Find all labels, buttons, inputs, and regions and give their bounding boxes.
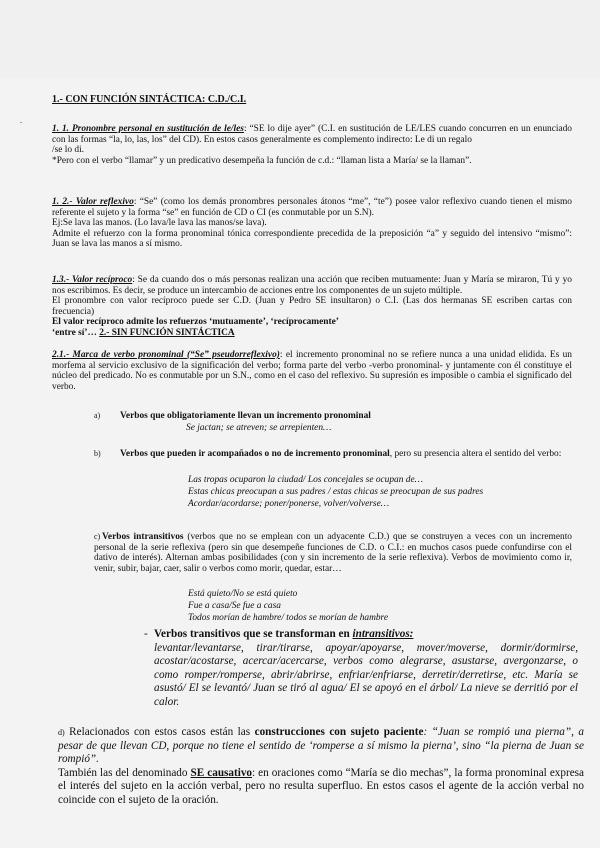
section-heading: 1.- CON FUNCIÓN SINTÁCTICA: C.D./C.I. [52, 94, 247, 105]
section-1-3-text: : Se da cuando dos o más personas realizan una acción que reciben mutuamente: Juan y María se miraron, Tú y yo nos escribimos. Es decir, se produce un intercambio de acciones entre los componentes de un sujeto múltiple. [52, 275, 572, 296]
item-c [94, 532, 572, 574]
section-2-1-title: 2.1.- Marca de verbo pronominal (“Se” pseudorreflexivo) [52, 350, 280, 360]
item-b-bullet: b) [94, 449, 101, 458]
item-b-example-1: Las tropas ocuparon la ciudad/ Los concejales se ocupan de… [188, 475, 423, 485]
item-d-line2c: : en oraciones como “María se dio mechas”, la forma pronominal expresa el interés del sujeto en la acción verbal, pero no resulta superfluo. En estos casos el agente de la acción verbal no coincide con el sujeto de la oración. [58, 766, 584, 806]
item-b-example-2: Estas chicas preocupan a sus padres / estas chicas se preocupan de sus padres [188, 487, 484, 497]
section-1-2 [52, 197, 572, 250]
item-b-text: , pero su presencia altera el sentido del verbo: [389, 449, 562, 459]
section-1-1-text: : “SE lo dije ayer” (C.I. en sustitución de LE/LES cuando concurren en un enunciado con las formas “la, lo, las, los” del CD). En estos casos generalmente es complemento indirecto: Le di un regalo [52, 124, 572, 145]
section-1-3-line3: El valor recíproco admite los refuerzos ‘mutuamente’, ‘recíprocamente’ [52, 317, 339, 328]
section-1-1-title: 1. 1. Pronombre personal en sustitución de le/les [52, 124, 244, 134]
item-b-title: Verbos que pueden ir acompañados o no de incremento pronominal [120, 449, 390, 459]
item-a [94, 411, 574, 422]
item-c-example-2: Fue a casa/Se fue a casa [188, 601, 281, 611]
item-d-line2a: También las del denominado [58, 766, 191, 779]
transitive-dash: - [144, 628, 148, 640]
section-1-2-text: : “Se” (como los demás pronombres personales átonos “me”, “te”) posee valor reflexivo cuando tienen el mismo referente el sujeto y la forma “se” en función de CD o CI (es conmutable por un S.N). [52, 197, 572, 218]
section-1-1-line2: /se lo di. [52, 145, 85, 156]
transitive-verbs-block [144, 628, 578, 710]
section-1-3-title: 1.3.- Valor recíproco [52, 275, 133, 285]
item-d-text2: : “Juan se rompió una pierna”, a pesar de que llevan CD, porque no tiene el sentido de ‘romperse a sí mismo la pierna’, sino “la pierna de Juan se rompió”. [58, 726, 584, 766]
item-a-bullet: a) [94, 411, 101, 420]
top-margin [0, 0, 600, 78]
transitive-intransitivos: intransitivos: [352, 628, 414, 640]
section-1-2-line3: Admite el refuerzo con la forma pronominal tónica correspondiente precedida de la preposición “a” y seguido del intensivo “mismo”: Juan se lava las manos a sí mismo. [52, 228, 572, 250]
section-2-1 [52, 350, 572, 392]
item-a-example-1: Se jactan; se atreven; se arrepienten… [186, 423, 332, 433]
stray-mark: . [20, 116, 22, 125]
section-1-3-line4: ‘entre sí’… [52, 327, 100, 338]
section-1-3-line2: El pronombre con valor recíproco puede ser C.D. (Juan y Pedro SE insultaron) o C.I. (Las dos hermanas SE escriben cartas con frecuencia) [52, 296, 572, 317]
item-a-title: Verbos que obligatoriamente llevan un incremento pronominal [120, 411, 371, 421]
section-1-1 [52, 124, 572, 166]
section-1-2-title: 1. 2.- Valor reflexivo [52, 197, 134, 207]
item-c-example-1: Está quieto/No se está quieto [188, 589, 298, 599]
item-c-text: (verbos que no se emplean con un adyacente C.D.) que se construyen a veces con un incremento personal de la serie reflexiva (pero sin que desempeñe funciones de C.D. o C.I.: en muchos casos puede confundirse con el dativo de interés). Alternan ambas posibilidades (con y sin incremento de la serie reflexiva). Verbos de movimiento como ir, venir, subir, bajar, caer, salir o verbos como morir, quedar, estar… [94, 532, 572, 574]
section-1-2-line2: Ej:Se lava las manos. (Lo lava/le lava las manos/se lava). [52, 218, 267, 229]
item-c-title: Verbos intransitivos [102, 532, 184, 542]
item-d-bullet: d) [58, 728, 65, 737]
item-d-se-causativo: SE causativo [190, 766, 253, 779]
section-1-3 [52, 275, 572, 339]
section-1-1-line3: *Pero con el verbo “llamar” y un predicativo desempeña la función de c.d.: “llaman lista a María/ se la llaman”. [52, 155, 472, 166]
section-2-1-text: : el incremento pronominal no se refiere nunca a una unidad elidida. Es un morfema al servicio exclusivo de la significación del verbo; forma parte del verbo -verbo pronominal- y juntamente con él constituye el núcleo del predicado. No es conmutable por un S.N., como en el caso del reflexivo. Su supresión es imposible o cambia el significado del verbo. [52, 350, 572, 392]
item-d-bold: construcciones con sujeto paciente [254, 726, 424, 738]
item-b-example-3: Acordar/acordarse; poner/ponerse, volver/volverse… [188, 499, 390, 509]
item-c-bullet: c) [94, 532, 101, 541]
transitive-title: Verbos transitivos que se transforman en [154, 628, 353, 640]
section-2-heading: 2.- SIN FUNCIÓN SINTÁCTICA [99, 327, 235, 338]
item-b [94, 449, 572, 460]
item-c-example-3: Todos morían de hambre/ todos se morían de hambre [188, 613, 388, 623]
item-d-text1: Relacionados con estos casos están las [64, 726, 255, 738]
item-d [58, 726, 584, 808]
transitive-verb-list: levantar/levantarse, tirar/tirarse, apoyar/apoyarse, mover/moverse, dormir/dormirse, acostar/acostarse, acercar/acercarse, verbos como alegrarse, asustarse, avergonzarse, o como romper/romperse, abrir/abrirse, enfriar/enfriarse, derretir/derretirse, etc. María se asustó/ El se levantó/ Juan se tiró al agua/ El se apoyó en el árbol/ La nieve se derritió por el calor. [154, 641, 578, 708]
